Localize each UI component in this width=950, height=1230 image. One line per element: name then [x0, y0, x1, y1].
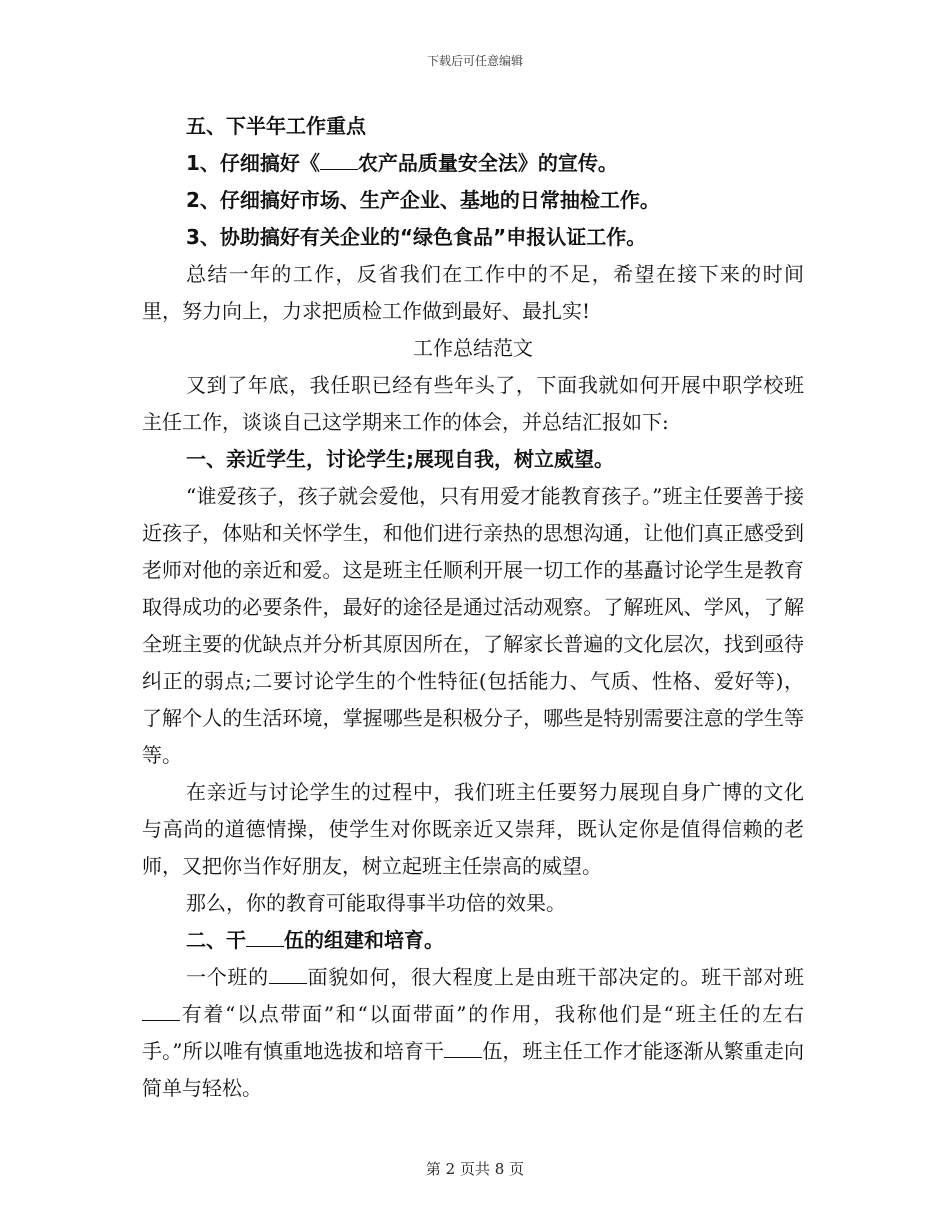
list-item: 2、仔细搞好市场、生产企业、基地的日常抽检工作。 — [186, 188, 660, 212]
page-content — [142, 108, 804, 1107]
page-header: 下载后可任意编辑 — [426, 54, 523, 68]
paragraph-text: 伍，班主任工作才能逐渐从繁重走向简单与轻松。 — [142, 1039, 804, 1100]
section-heading: 五、下半年工作重点 — [186, 114, 366, 138]
summary-paragraph: 总结一年的工作，反省我们在工作中的不足，希望在接下来的时间里，努力向上，力求把质检工作做到最好、最扎实! — [142, 262, 804, 323]
paragraph-text: 一个班的 — [186, 965, 269, 989]
intro-paragraph: 又到了年底，我任职已经有些年头了，下面我就如何开展中职学校班主任工作，谈谈自己这学期来工作的体会，并总结汇报如下: — [142, 373, 804, 434]
item-text: 农产品质量安全法》的宣传。 — [357, 151, 618, 175]
list-item: 3、协助搞好有关企业的“绿色食品”申报认证工作。 — [186, 225, 647, 249]
fill-blank — [269, 961, 307, 984]
fill-blank — [320, 147, 358, 170]
body-paragraph: 在亲近与讨论学生的过程中，我们班主任要努力展现自身广博的文化与高尚的道德情操，使学生对你既亲近又崇拜，既认定你是值得信赖的老师，又把你当作好朋友，树立起班主任崇高的威望。 — [142, 780, 804, 878]
section-heading — [142, 922, 804, 959]
heading-text: 伍的组建和培育。 — [284, 928, 444, 952]
body-paragraph — [142, 959, 804, 1107]
article-title: 工作总结范文 — [413, 336, 533, 360]
page-footer: 第 2 页共 8 页 — [425, 1160, 525, 1178]
heading-text: 二、干 — [186, 928, 246, 952]
body-paragraph: “谁爱孩子，孩子就会爱他，只有用爱才能教育孩子。”班主任要善于接近孩子，体贴和关怀学生，和他们进行亲热的思想沟通，让他们真正感受到老师对他的亲近和爱。这是班主任顺利开展一切工作的基矗讨论学生是教育取得成功的必要条件，最好的途径是通过活动观察。了解班风、学风，了解全班主要的优缺点并分析其原因所在，了解家长普遍的文化层次，找到亟待纠正的弱点;二要讨论学生的个性特征(包括能力、气质、性格、爱好等)，了解个人的生活环境，掌握哪些是积极分子，哪些是特别需要注意的学生等等。 — [142, 484, 804, 767]
list-item — [142, 145, 804, 182]
fill-blank — [444, 1035, 482, 1058]
item-text: 1、仔细搞好《 — [186, 151, 320, 175]
section-heading: 一、亲近学生，讨论学生;展现自我，树立威望。 — [186, 447, 614, 471]
body-paragraph: 那么，你的教育可能取得事半功倍的效果。 — [186, 891, 566, 915]
fill-blank — [246, 924, 284, 947]
paragraph-text: 面貌如何，很大程度上是由班干部决定的。班干部对班 — [306, 965, 805, 989]
fill-blank — [142, 998, 180, 1021]
paragraph-text: 有着“以点带面”和“以面带面”的作用，我称他们是“班主任的左右手。”所以唯有慎重地选拔和培育干 — [142, 1002, 804, 1063]
